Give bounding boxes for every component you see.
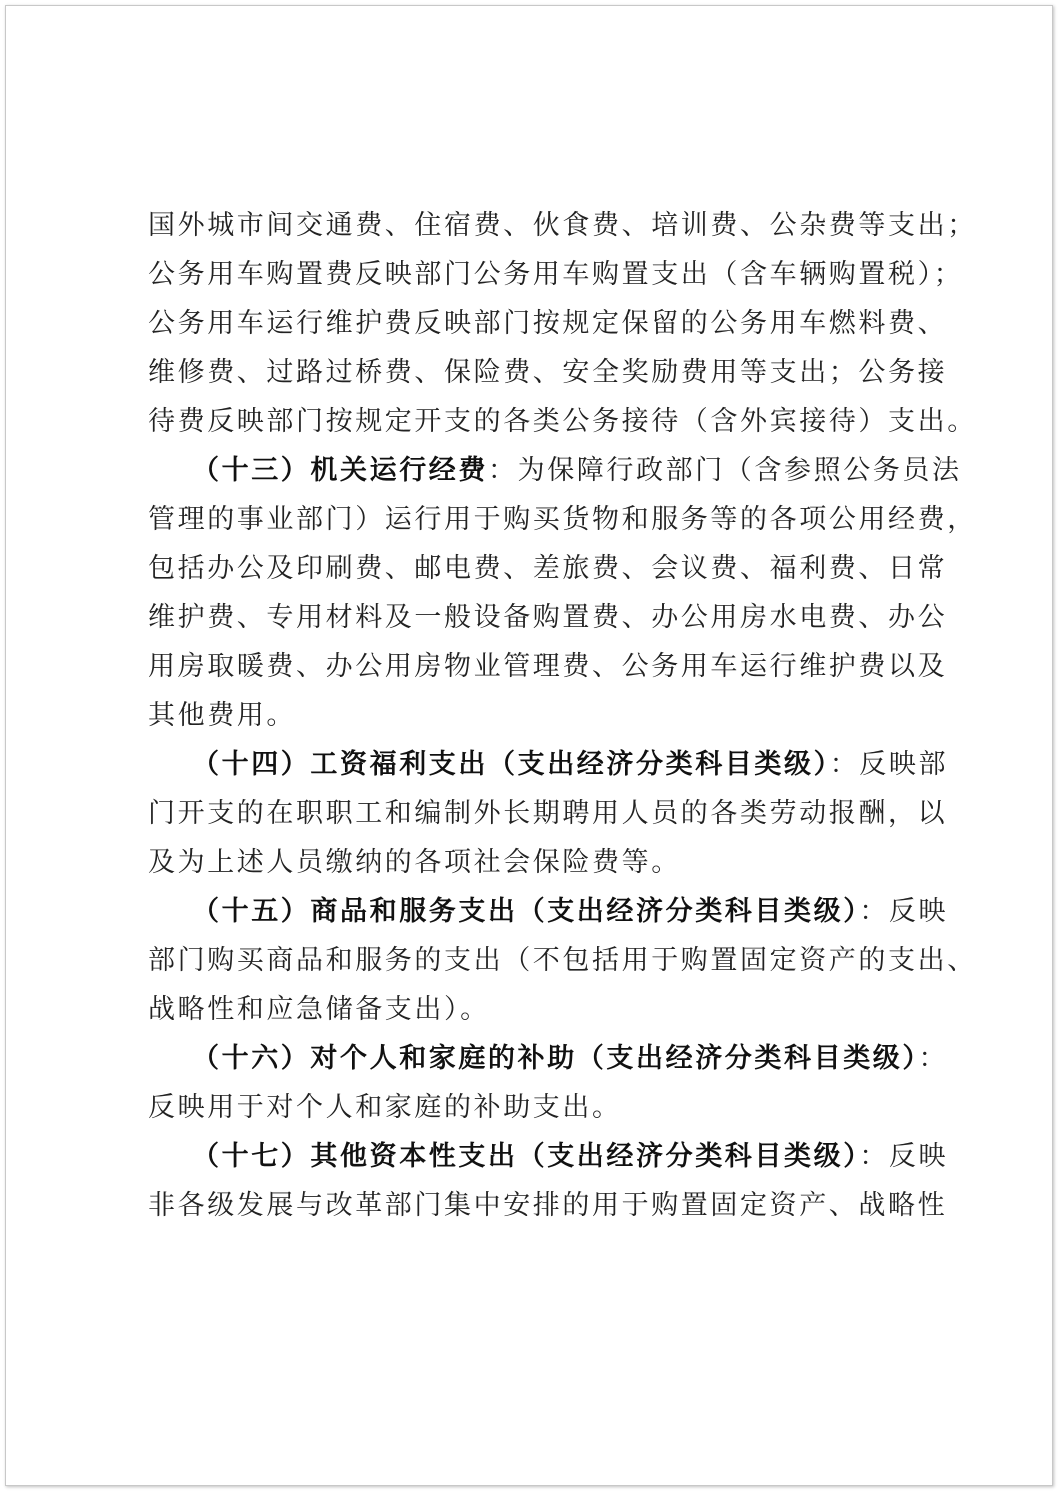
document-body <box>148 201 977 1230</box>
document-page <box>5 5 1053 1486</box>
line-text: 及为上述人员缴纳的各项社会保险费等。 <box>148 847 681 878</box>
text-line <box>148 887 948 936</box>
section-heading: （十五）商品和服务支出（支出经济分类科目类级） <box>192 896 860 927</box>
text-line <box>148 985 948 1034</box>
text-line <box>148 348 948 397</box>
line-text: 维修费、过路过桥费、保险费、安全奖励费用等支出；公务接 <box>148 357 948 388</box>
line-text: 非各级发展与改革部门集中安排的用于购置固定资产、战略性 <box>148 1190 948 1221</box>
text-line <box>148 250 964 299</box>
text-line <box>148 1034 948 1083</box>
line-text: ： <box>918 1043 949 1074</box>
text-line <box>148 544 948 593</box>
line-text: ：反映 <box>859 1141 949 1172</box>
section-heading: （十四）工资福利支出（支出经济分类科目类级） <box>192 749 830 780</box>
text-line <box>148 446 962 495</box>
line-text: 公务用车购置费反映部门公务用车购置支出（含车辆购置税）； <box>148 259 964 290</box>
text-line <box>148 740 948 789</box>
line-text: 维护费、专用材料及一般设备购置费、办公用房水电费、办公 <box>148 602 948 633</box>
text-line <box>148 691 948 740</box>
text-line <box>148 397 977 446</box>
text-line <box>148 495 977 544</box>
section-heading: （十七）其他资本性支出（支出经济分类科目类级） <box>192 1141 860 1172</box>
text-line <box>148 789 948 838</box>
text-line <box>148 936 977 985</box>
text-line <box>148 1132 948 1181</box>
line-text: 门开支的在职职工和编制外长期聘用人员的各类劳动报酬，以 <box>148 798 948 829</box>
text-line <box>148 201 977 250</box>
line-text: 用房取暖费、办公用房物业管理费、公务用车运行维护费以及 <box>148 651 948 682</box>
text-line <box>148 642 948 691</box>
line-text: 其他费用。 <box>148 700 296 731</box>
text-line <box>148 593 948 642</box>
section-heading: （十三）机关运行经费 <box>192 455 488 486</box>
text-line <box>148 299 948 348</box>
line-text: ：反映 <box>859 896 949 927</box>
line-text: 国外城市间交通费、住宿费、伙食费、培训费、公杂费等支出； <box>148 210 977 241</box>
text-line <box>148 838 948 887</box>
section-heading: （十六）对个人和家庭的补助（支出经济分类科目类级） <box>192 1043 919 1074</box>
line-text: 待费反映部门按规定开支的各类公务接待（含外宾接待）支出。 <box>148 406 977 437</box>
text-line <box>148 1181 948 1230</box>
line-text: 战略性和应急储备支出）。 <box>148 994 490 1025</box>
line-text: 反映用于对个人和家庭的补助支出。 <box>148 1092 622 1123</box>
line-text: 公务用车运行维护费反映部门按规定保留的公务用车燃料费、 <box>148 308 948 339</box>
line-text: 部门购买商品和服务的支出（不包括用于购置固定资产的支出、 <box>148 945 977 976</box>
line-text: 包括办公及印刷费、邮电费、差旅费、会议费、福利费、日常 <box>148 553 948 584</box>
text-line <box>148 1083 948 1132</box>
line-text: 管理的事业部门）运行用于购买货物和服务等的各项公用经费， <box>148 504 977 535</box>
line-text: ：为保障行政部门（含参照公务员法 <box>488 455 962 486</box>
line-text: ：反映部 <box>829 749 949 780</box>
